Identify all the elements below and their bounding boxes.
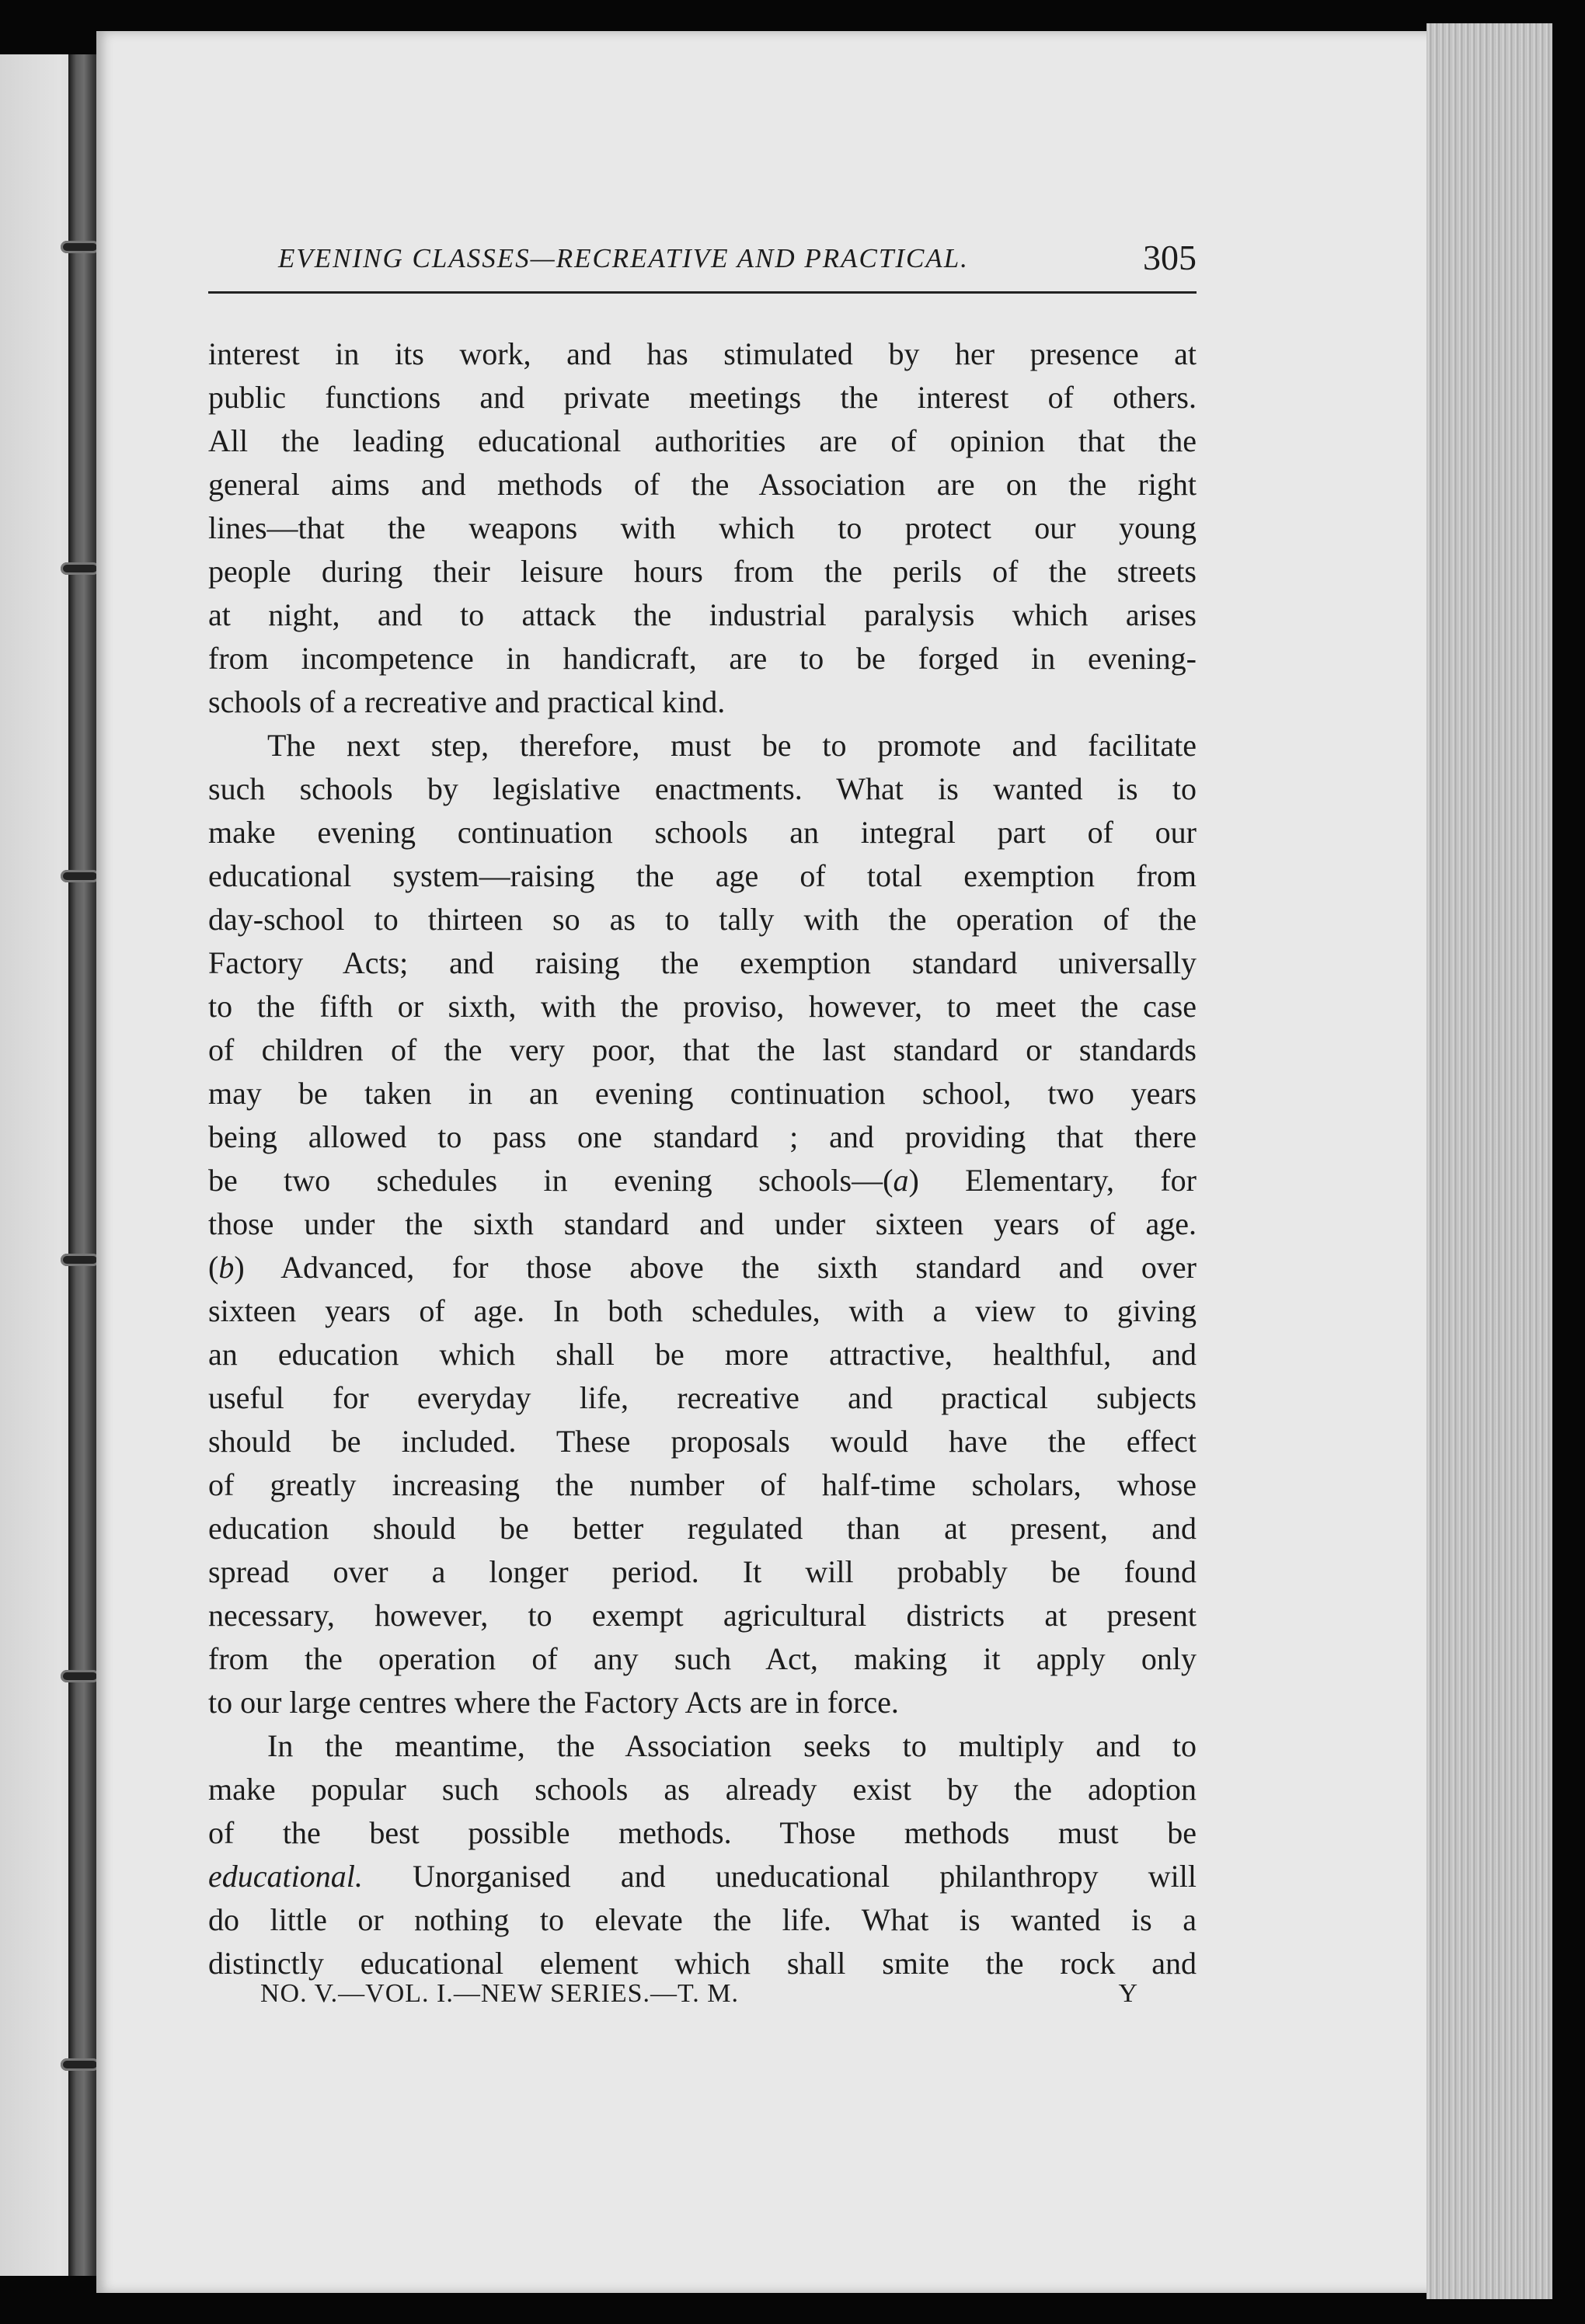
text-line: The next step, therefore, must be to promote and facilitate [267, 728, 1197, 763]
text-line: make popular such schools as already exist by the adoption [208, 1772, 1197, 1807]
running-head [208, 237, 1197, 294]
binding-stitch [61, 1670, 99, 1682]
text-line: at night, and to attack the industrial paralysis which arises [208, 597, 1197, 632]
text-line: of the best possible methods. Those methods must be [208, 1815, 1197, 1850]
text-line: such schools by legislative enactments. What is wanted is to [208, 771, 1197, 806]
text-line: being allowed to pass one standard ; and providing that there [208, 1119, 1197, 1154]
text-line: of greatly increasing the number of half-time scholars, whose [208, 1467, 1197, 1502]
signature-mark: Y [1118, 1979, 1138, 2008]
text-line: sixteen years of age. In both schedules, with a view to giving [208, 1293, 1197, 1328]
text-line: All the leading educational authorities are of opinion that the [208, 423, 1197, 458]
footer-signature: NO. V.—VOL. I.—NEW SERIES.—T. M. [260, 1979, 739, 2008]
binding-stitch [61, 241, 99, 253]
binding-stitch [61, 562, 99, 575]
text-line: may be taken in an evening continuation school, two years [208, 1076, 1197, 1111]
text-line: Factory Acts; and raising the exemption standard universally [208, 945, 1197, 980]
text-line: people during their leisure hours from the perils of the streets [208, 554, 1197, 589]
text-line: public functions and private meetings the interest of others. [208, 380, 1197, 415]
text-line: educational system—raising the age of total exemption from [208, 858, 1197, 893]
binding-stitch [61, 870, 99, 882]
binding-stitch [61, 2058, 99, 2071]
text-line: be two schedules in evening schools—(a) Elementary, for [208, 1163, 1197, 1198]
text-line: make evening continuation schools an integral part of our [208, 815, 1197, 850]
text-line: interest in its work, and has stimulated by her presence at [208, 336, 1197, 371]
binding-stitch [61, 1254, 99, 1266]
text-line: of children of the very poor, that the last standard or standards [208, 1032, 1197, 1067]
text-line: In the meantime, the Association seeks to multiply and to [267, 1728, 1197, 1763]
text-line: to our large centres where the Factory Acts are in force. [208, 1685, 899, 1720]
text-line: education should be better regulated than at present, and [208, 1511, 1197, 1546]
text-line: do little or nothing to elevate the life. What is wanted is a [208, 1902, 1197, 1937]
text-line: useful for everyday life, recreative and practical subjects [208, 1380, 1197, 1415]
text-line: day-school to thirteen so as to tally with the operation of the [208, 902, 1197, 937]
running-head-title: EVENING CLASSES—RECREATIVE AND PRACTICAL. [278, 243, 969, 273]
text-line: those under the sixth standard and under sixteen years of age. [208, 1206, 1197, 1241]
text-line: should be included. These proposals would have the effect [208, 1424, 1197, 1459]
page-number: 305 [1143, 238, 1197, 277]
text-line: general aims and methods of the Association are on the right [208, 467, 1197, 502]
text-line: spread over a longer period. It will probably be found [208, 1554, 1197, 1589]
text-line: distinctly educational element which shall smite the rock and [208, 1946, 1197, 1981]
text-line: to the fifth or sixth, with the proviso, however, to meet the case [208, 989, 1197, 1024]
text-line: (b) Advanced, for those above the sixth standard and over [208, 1250, 1197, 1285]
text-line: an education which shall be more attractive, healthful, and [208, 1337, 1197, 1372]
text-line: schools of a recreative and practical kind. [208, 684, 726, 719]
text-line: lines—that the weapons with which to protect our young [208, 510, 1197, 545]
binding-cord [68, 54, 99, 2276]
body-text [208, 332, 1197, 1985]
text-line: from the operation of any such Act, making it apply only [208, 1641, 1197, 1676]
page-edges [1426, 23, 1552, 2299]
text-line: educational. Unorganised and uneducational philanthropy will [208, 1859, 1197, 1894]
text-line: necessary, however, to exempt agricultural districts at present [208, 1598, 1197, 1633]
text-line: from incompetence in handicraft, are to be forged in evening- [208, 641, 1197, 676]
